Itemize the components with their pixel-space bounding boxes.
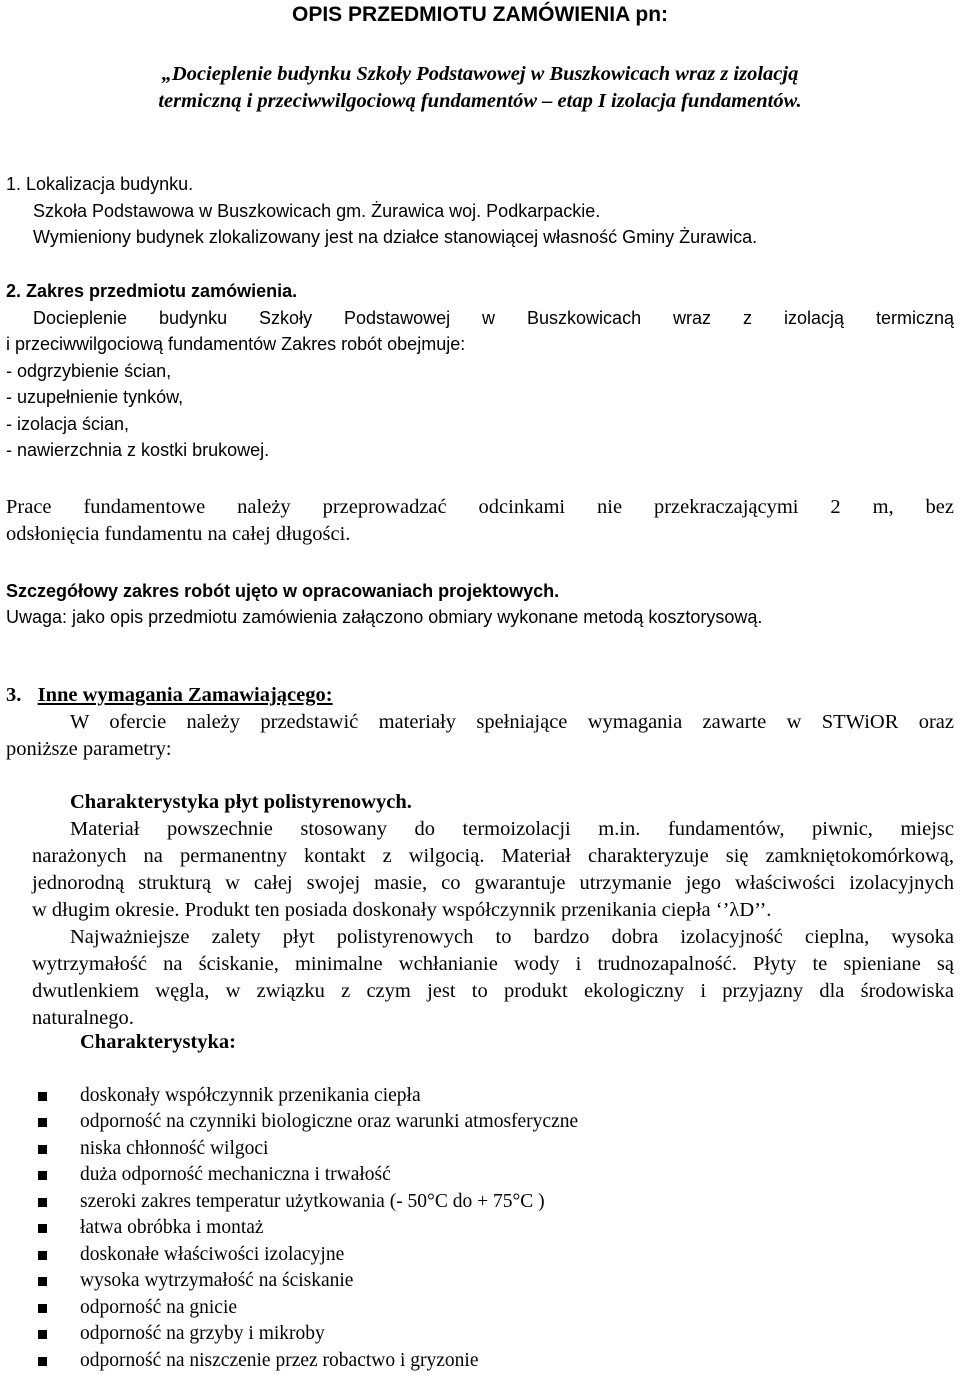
list-item-label: łatwa obróbka i montaż <box>80 1217 264 1238</box>
plates-p1-line-3: jednorodną strukturą w całej swojej masie, co gwarantuje utrzymanie jego właściwości izolacyjnych <box>32 872 954 894</box>
document-subtitle <box>20 61 940 115</box>
plates-p2-line-1: Najważniejsze zalety płyt polistyrenowych to bardzo dobra izolacyjność cieplna, wysoka <box>70 926 954 948</box>
list-item <box>0 1268 960 1295</box>
section-2-line-2: i przeciwwilgociową fundamentów Zakres robót obejmuje: <box>6 334 466 354</box>
square-bullet-icon <box>38 1145 47 1154</box>
scope-item: - odgrzybienie ścian, <box>6 360 172 381</box>
section-3-number: 3. <box>6 684 22 706</box>
square-bullet-icon <box>38 1118 47 1127</box>
note-text: Uwaga: jako opis przedmiotu zamówienia załączono obmiary wykonane metodą kosztorysową. <box>6 607 763 627</box>
square-bullet-icon <box>38 1251 47 1260</box>
plates-heading: Charakterystyka płyt polistyrenowych. <box>70 791 412 813</box>
subtitle-line-1: „Docieplenie budynku Szkoły Podstawowej w Buszkowicach wraz z izolacją <box>161 63 799 85</box>
scope-item: - uzupełnienie tynków, <box>6 387 184 407</box>
section-3-heading: Inne wymagania Zamawiającego: <box>37 684 333 706</box>
square-bullet-icon <box>38 1277 47 1286</box>
list-item <box>0 1295 960 1322</box>
list-item-label: doskonałe właściwości izolacyjne <box>80 1243 345 1265</box>
characteristics-heading: Charakterystyka: <box>80 1031 237 1053</box>
list-item <box>0 1083 960 1110</box>
square-bullet-icon <box>38 1357 47 1366</box>
square-bullet-icon <box>38 1330 47 1339</box>
plates-p1-line-2: narażonych na permanentny kontakt z wilgocią. Materiał charakteryzuje się zamkniętokomórkową, <box>32 845 954 867</box>
section-3-line-2: poniższe parametry: <box>6 738 172 760</box>
characteristics-section <box>0 1029 960 1374</box>
section-1 <box>6 171 946 251</box>
list-item-label: odporność na grzyby i mikroby <box>80 1323 325 1344</box>
plates-p2-line-2: wytrzymałość na ściskanie, minimalne wchłanianie wody i trudnozapalność. Płyty te spieniane są <box>32 953 954 975</box>
detail-scope-text: Szczegółowy zakres robót ujęto w opracowaniach projektowych. <box>6 581 560 601</box>
section-3-line-1: W ofercie należy przedstawić materiały spełniające wymagania zawarte w STWiOR oraz <box>70 711 954 733</box>
plates-p1-line-1: Materiał powszechnie stosowany do termoizolacji m.in. fundamentów, piwnic, miejsc <box>70 818 954 840</box>
list-item-label: odporność na gnicie <box>80 1296 238 1318</box>
plates-section <box>32 789 954 1032</box>
plates-p2-line-4: naturalnego. <box>32 1007 134 1029</box>
scope-item: - izolacja ścian, <box>6 413 130 434</box>
list-item-label: szeroki zakres temperatur użytkowania (- 50°C do + 75°C ) <box>80 1190 545 1212</box>
section-2 <box>6 278 954 464</box>
list-item-label: odporność na czynniki biologiczne oraz warunki atmosferyczne <box>80 1111 579 1132</box>
section-3-heading-row <box>6 682 954 709</box>
section-1-heading: 1. Lokalizacja budynku. <box>6 174 194 194</box>
characteristics-list <box>0 1083 960 1375</box>
list-item <box>0 1109 960 1136</box>
list-item-label: odporność na niszczenie przez robactwo i gryzonie <box>80 1349 479 1371</box>
square-bullet-icon <box>38 1198 47 1207</box>
list-item <box>0 1242 960 1269</box>
square-bullet-icon <box>38 1304 47 1313</box>
list-item-label: niska chłonność wilgoci <box>80 1137 269 1159</box>
section-1-line-1: Szkoła Podstawowa w Buszkowicach gm. Żurawica woj. Podkarpackie. <box>33 200 601 221</box>
works-line-2: odsłonięcia fundamentu na całej długości. <box>6 523 351 545</box>
section-2-heading: 2. Zakres przedmiotu zamówienia. <box>6 281 298 301</box>
square-bullet-icon <box>38 1224 47 1233</box>
list-item-label: wysoka wytrzymałość na ściskanie <box>80 1270 354 1291</box>
section-3 <box>6 682 954 763</box>
list-item <box>0 1215 960 1242</box>
works-paragraph <box>6 494 954 548</box>
plates-p2-line-3: dwutlenkiem węgla, w związku z czym jest to produkt ekologiczny i przyjazny dla środowiska <box>32 980 954 1002</box>
list-item <box>0 1189 960 1216</box>
list-item <box>0 1348 960 1375</box>
works-line-1: Prace fundamentowe należy przeprowadzać odcinkami nie przekraczającymi 2 m, bez <box>6 496 954 518</box>
section-2-line-1: Docieplenie budynku Szkoły Podstawowej w Buszkowicach wraz z izolacją termiczną <box>33 307 954 328</box>
plates-p1-line-4: w długim okresie. Produkt ten posiada doskonały współczynnik przenikania ciepła ‘’λD’’. <box>32 899 772 921</box>
list-item-label: doskonały współczynnik przenikania ciepła <box>80 1084 421 1106</box>
square-bullet-icon <box>38 1092 47 1101</box>
square-bullet-icon <box>38 1171 47 1180</box>
list-item <box>0 1162 960 1189</box>
list-item-label: duża odporność mechaniczna i trwałość <box>80 1164 391 1185</box>
subtitle-line-2: termiczną i przeciwwilgociową fundamentów – etap I izolacja fundamentów. <box>158 90 802 112</box>
document-title: OPIS PRZEDMIOTU ZAMÓWIENIA pn: <box>291 3 669 26</box>
list-item <box>0 1321 960 1348</box>
section-1-line-2: Wymieniony budynek zlokalizowany jest na działce stanowiącej własność Gminy Żurawica. <box>33 227 758 247</box>
scope-item: - nawierzchnia z kostki brukowej. <box>6 440 270 460</box>
list-item <box>0 1136 960 1163</box>
